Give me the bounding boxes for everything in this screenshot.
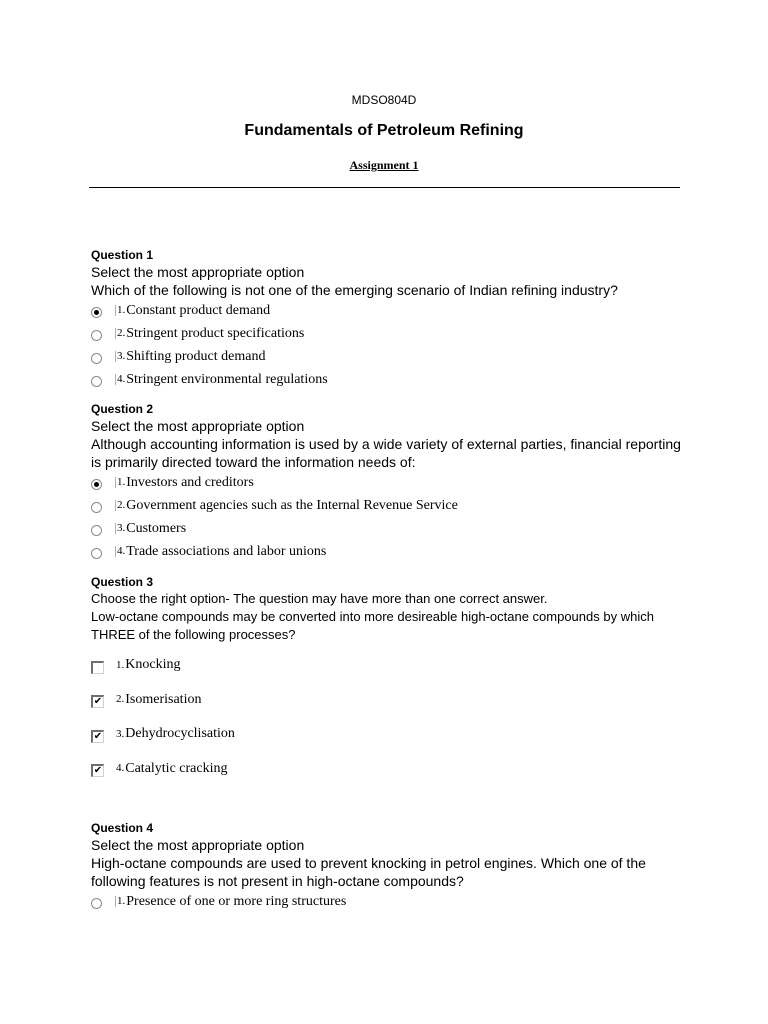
question-label: Question 3: [91, 575, 154, 589]
answer-option[interactable]: [91, 471, 681, 494]
answer-option[interactable]: [91, 494, 681, 517]
question-instruction: Choose the right option- The question may have more than one correct answer.: [91, 591, 548, 606]
question-text: High-octane compounds are used to prevent knocking in petrol engines. Which one of the following features is not present in high-octane compounds?: [91, 855, 646, 889]
option-text: Constant product demand: [126, 302, 271, 318]
header-divider: [89, 187, 680, 188]
option-number: 1.: [117, 476, 126, 488]
question-label: Question 2: [91, 402, 154, 416]
answer-option[interactable]: [91, 890, 681, 913]
option-text: Stringent product specifications: [126, 325, 305, 341]
answer-option[interactable]: [91, 368, 681, 391]
option-number: 2.: [117, 499, 126, 511]
course-code: MDSO804D: [351, 93, 417, 107]
radio-unselected-icon[interactable]: [91, 330, 102, 341]
option-number: 1.: [117, 895, 126, 907]
question-text: Which of the following is not one of the emerging scenario of Indian refining industry?: [91, 282, 618, 298]
option-number: 2.: [117, 327, 126, 339]
radio-unselected-icon[interactable]: [91, 376, 102, 387]
answer-option[interactable]: [91, 717, 681, 752]
option-text: Catalytic cracking: [125, 760, 228, 776]
answer-option[interactable]: [91, 517, 681, 540]
radio-unselected-icon[interactable]: [91, 548, 102, 559]
checkbox-unchecked-icon[interactable]: [91, 661, 104, 674]
question-label: Question 4: [91, 821, 154, 835]
checkbox-checked-icon[interactable]: ✔: [91, 764, 104, 777]
option-text: Presence of one or more ring structures: [126, 893, 347, 909]
option-number: 3.: [116, 727, 125, 740]
radio-unselected-icon[interactable]: [91, 525, 102, 536]
option-number: 4.: [117, 545, 126, 557]
option-text: Customers: [126, 520, 187, 536]
option-number: 2.: [116, 693, 125, 706]
answer-option[interactable]: [91, 322, 681, 345]
option-text: Isomerisation: [125, 691, 202, 707]
radio-unselected-icon[interactable]: [91, 353, 102, 364]
option-text: Government agencies such as the Internal Revenue Service: [126, 497, 458, 513]
question-instruction: Select the most appropriate option: [91, 418, 305, 434]
option-text: Stringent environmental regulations: [126, 371, 328, 387]
radio-selected-icon[interactable]: [91, 479, 102, 490]
option-text: Trade associations and labor unions: [126, 543, 327, 559]
question-label: Question 1: [91, 248, 154, 262]
question-1: [91, 247, 681, 391]
option-text: Dehydrocyclisation: [125, 726, 235, 742]
answer-option[interactable]: [91, 299, 681, 322]
question-text: Although accounting information is used by a wide variety of external parties, financial reporting is primarily directed toward the information needs of:: [91, 436, 681, 470]
answer-option[interactable]: [91, 648, 681, 683]
question-text: Low-octane compounds may be converted into more desireable high-octane compounds by which THREE of the following processes?: [91, 609, 654, 642]
question-3: [91, 574, 681, 786]
answer-option[interactable]: [91, 345, 681, 368]
checkbox-checked-icon[interactable]: ✔: [91, 730, 104, 743]
radio-selected-icon[interactable]: [91, 307, 102, 318]
question-2: [91, 401, 681, 563]
radio-unselected-icon[interactable]: [91, 898, 102, 909]
option-number: 3.: [117, 522, 126, 534]
question-instruction: Select the most appropriate option: [91, 264, 305, 280]
checkbox-checked-icon[interactable]: ✔: [91, 695, 104, 708]
option-text: Knocking: [125, 657, 181, 673]
option-number: 4.: [116, 762, 125, 775]
option-number: 1.: [117, 304, 126, 316]
question-instruction: Select the most appropriate option: [91, 837, 305, 853]
answer-option[interactable]: [91, 683, 681, 718]
assignment-heading: Assignment 1: [349, 158, 419, 172]
answer-option[interactable]: [91, 540, 681, 563]
document-title: Fundamentals of Petroleum Refining: [244, 122, 524, 139]
option-number: 4.: [117, 373, 126, 385]
question-4: [91, 820, 681, 913]
option-text: Investors and creditors: [126, 474, 254, 490]
answer-option[interactable]: [91, 752, 681, 787]
option-number: 1.: [116, 658, 125, 671]
option-text: Shifting product demand: [126, 348, 266, 364]
radio-unselected-icon[interactable]: [91, 502, 102, 513]
option-number: 3.: [117, 350, 126, 362]
